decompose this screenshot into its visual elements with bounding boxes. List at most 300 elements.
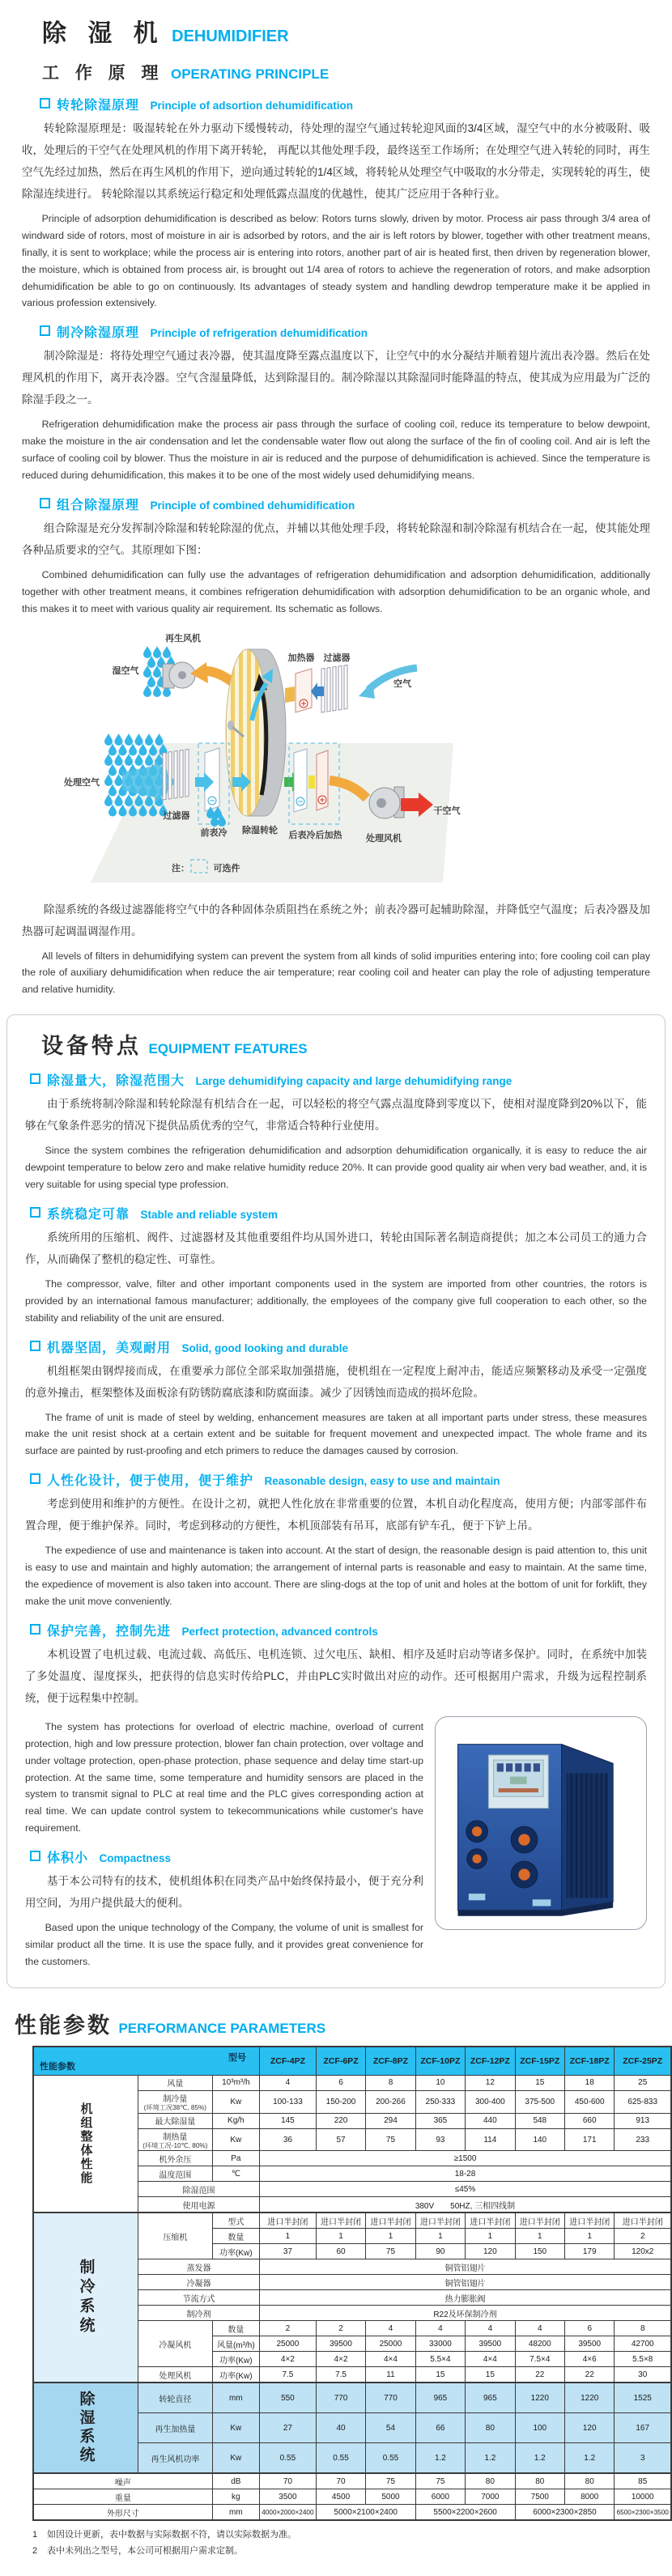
label-regen-fan: 再生风机 <box>165 633 201 644</box>
feature-title-en: Reasonable design, easy to use and maintain <box>264 1475 500 1488</box>
table-cell: 进口半封闭 <box>615 2213 671 2229</box>
table-cell: 3500 <box>260 2489 317 2505</box>
table-cell: 1 <box>565 2229 615 2244</box>
table-cell: 548 <box>515 2113 564 2128</box>
table-cell: 12 <box>466 2075 515 2090</box>
table-cell: 1220 <box>515 2383 564 2413</box>
label-heater: 加热器 <box>287 653 315 663</box>
table-cell: 36 <box>260 2128 317 2151</box>
droplet-icon <box>145 733 153 746</box>
table-cell: 80 <box>466 2473 515 2489</box>
table-cell: 114 <box>466 2128 515 2151</box>
table-cell: 120x2 <box>615 2244 671 2259</box>
table-cell: 75 <box>366 2473 415 2489</box>
table-cell: 进口半封闭 <box>260 2213 317 2229</box>
page-title-en: DEHUMIDIFIER <box>172 28 289 45</box>
table-cell: ZCF-10PZ <box>415 2047 465 2076</box>
table-cell: ≤45% <box>260 2182 671 2197</box>
table-cell: 1 <box>415 2229 465 2244</box>
table-cell: 75 <box>415 2473 465 2489</box>
footnote-number: 1 <box>32 2530 38 2540</box>
table-cell: 2 <box>615 2229 671 2244</box>
table-cell: 型式 <box>212 2213 259 2229</box>
table-cell: kg <box>212 2489 259 2505</box>
section-title-en: Principle of refrigeration dehumidification <box>150 327 368 340</box>
section-title-cn: 转轮除湿原理 <box>57 99 140 113</box>
table-cell: 60 <box>316 2244 365 2259</box>
square-bullet-icon <box>30 1624 40 1634</box>
table-cell: 1 <box>515 2229 564 2244</box>
table-cell: 5500×2200×2600 <box>415 2505 515 2521</box>
label-optional: 可选件 <box>213 863 240 874</box>
table-cell: 150-200 <box>316 2090 365 2113</box>
table-cell: 重量 <box>33 2489 212 2505</box>
table-cell: 节流方式 <box>138 2290 260 2306</box>
dehumidifier-unit-image <box>445 1724 636 1923</box>
features-title-cn: 设备特点 <box>41 1034 142 1059</box>
table-cell: 660 <box>565 2113 615 2128</box>
table-cell: 热力膨胀阀 <box>260 2290 671 2306</box>
feature-solid-title <box>30 1337 647 1356</box>
table-cell: 8 <box>366 2075 415 2090</box>
table-cell: 15 <box>466 2367 515 2383</box>
equipment-features-box <box>6 1014 666 1987</box>
table-cell: 30 <box>615 2367 671 2383</box>
table-cell: 6 <box>565 2321 615 2336</box>
table-cell: 770 <box>316 2383 365 2413</box>
paragraph-en: Refrigeration dehumidification make the process air pass through the surface of cooling coil, reduce its temperature to below dewpoint, make the moisture in the air condensation and let the condensable water flow out along the surface of the fin of cooling coil. And air is left the surface of cooling coil by blower. Thus the moisture in air is reduced and the purpose of dehumidification is achieved. Since the temperature is reduced during dehumidification, this makes it to be one of the most widely used dehumidifying means. <box>22 419 650 482</box>
section-title-cn: 制冷除湿原理 <box>57 326 140 341</box>
table-cell: 1 <box>366 2229 415 2244</box>
droplet-icon <box>115 733 123 746</box>
table-cell: 25 <box>615 2075 671 2090</box>
table-cell: Pa <box>212 2151 259 2166</box>
table-cell: 965 <box>415 2383 465 2413</box>
square-bullet-icon <box>30 1341 40 1351</box>
table-cell: 1.2 <box>415 2443 465 2474</box>
table-cell: 0.55 <box>260 2443 317 2474</box>
table-cell: 0.55 <box>366 2443 415 2474</box>
table-cell: 90 <box>415 2244 465 2259</box>
filter-top-icon <box>321 665 347 712</box>
feature-title-en: Compactness <box>99 1852 171 1865</box>
feature-left-column <box>25 1713 423 1976</box>
table-cell: 铜管铝翅片 <box>260 2275 671 2290</box>
table-cell: 进口半封闭 <box>415 2213 465 2229</box>
table-cell: 6000×2300×2850 <box>515 2505 615 2521</box>
paragraph-en: The frame of unit is made of steel by welding, enhancement measures are taken at all important parts under stress, these measures make the unit resist shock at a certain extent and be suitable for frequent movement and unexpected impact. The whole frame and its surface are painted by rust-proofing and etch primers to reduce the damages caused by corrosion. <box>25 1411 647 1457</box>
droplet-icon <box>143 646 151 658</box>
operating-principle-title-cn: 工 作 原 理 <box>42 64 164 83</box>
table-cell: 200-266 <box>366 2090 415 2113</box>
table-cell: 1220 <box>565 2383 615 2413</box>
table-cell: 冷凝器 <box>138 2275 260 2290</box>
table-cell: 965 <box>466 2383 515 2413</box>
feature-title-cn: 除湿量大，除湿范围大 <box>47 1074 185 1089</box>
table-cell: 功率(Kw) <box>212 2352 259 2367</box>
table-cell: 2 <box>260 2321 317 2336</box>
table-cell: 7000 <box>466 2489 515 2505</box>
square-bullet-icon <box>30 1073 40 1084</box>
table-cell: 机外余压 <box>138 2151 213 2166</box>
machine-control-panel <box>488 1755 548 1809</box>
table-cell: 进口半封闭 <box>515 2213 564 2229</box>
label-rear-cooler: 后表冷 <box>288 830 316 840</box>
machine-label-sticker <box>533 1899 551 1906</box>
table-cell: Kw <box>212 2128 259 2151</box>
table-cell: 179 <box>565 2244 615 2259</box>
table-cell: 外形尺寸 <box>33 2505 212 2521</box>
feature-title-en: Stable and reliable system <box>140 1208 279 1221</box>
table-cell: 制冷量 (环境工况38℃, 85%) <box>138 2090 213 2113</box>
features-title <box>41 1028 647 1060</box>
table-cell: 15 <box>415 2367 465 2383</box>
table-cell: 66 <box>415 2413 465 2443</box>
rear-heater-icon <box>317 750 328 810</box>
feature-protection-title <box>30 1621 647 1639</box>
feature-two-column <box>25 1713 647 1976</box>
table-cell: 550 <box>260 2383 317 2413</box>
table-cell: 770 <box>366 2383 415 2413</box>
feature-title-en: Solid, good looking and durable <box>181 1341 348 1354</box>
paragraph-en: Combined dehumidification can fully use the advantages of refrigeration dehumidification and adsorption dehumidification, additionally together with other treatment means, it combines refrigeration dehumidification with adsorption dehumidification to be an organic whole, and this makes it to meet with various quality air requirement. Its schematic as follows. <box>22 568 650 614</box>
table-cell: 8 <box>615 2321 671 2336</box>
paragraph-cn: 除湿系统的各级过滤器能将空气中的各种固体杂质阻挡在系统之外；前表冷器可起辅助除湿，并降低空气温度；后表冷器及加热器可起调温调湿作用。 <box>22 903 650 937</box>
table-cell: 进口半封闭 <box>466 2213 515 2229</box>
performance-table <box>32 2046 672 2522</box>
table-cell: 再生加热量 <box>138 2413 213 2443</box>
table-cell: 4000×2000×2400 <box>260 2505 317 2521</box>
feature-compactness-title <box>30 1847 423 1866</box>
droplet-icon <box>155 733 164 746</box>
table-cell: 6500×2300×3500 <box>615 2505 671 2521</box>
table-cell: Kw <box>212 2090 259 2113</box>
footnote-text: 如因设计更新，表中数据与实际数据不符，请以实际数据为准。 <box>47 2530 296 2540</box>
table-cell: 4×6 <box>565 2352 615 2367</box>
table-cell: 7.5 <box>260 2367 317 2383</box>
table-cell: 4500 <box>316 2489 365 2505</box>
table-cell: 93 <box>415 2128 465 2151</box>
regeneration-fan-icon <box>163 662 195 688</box>
table-cell: ℃ <box>212 2166 259 2182</box>
footnote-number: 2 <box>32 2546 38 2557</box>
label-note: 注： <box>172 863 189 874</box>
label-process-air: 处理空气 <box>64 777 100 788</box>
heater-icon <box>296 669 312 712</box>
label-front-cooler: 前表冷 <box>200 827 228 838</box>
feature-design-title <box>30 1470 647 1489</box>
table-cell: 4 <box>515 2321 564 2336</box>
table-cell: 4×4 <box>466 2352 515 2367</box>
table-cell: 4 <box>415 2321 465 2336</box>
table-cell: 80 <box>565 2473 615 2489</box>
table-cell: 10³m³/h <box>212 2075 259 2090</box>
table-cell: 48200 <box>515 2336 564 2352</box>
table-cell: 100 <box>515 2413 564 2443</box>
table-cell: 最大除湿量 <box>138 2113 213 2128</box>
table-cell: 制冷系统 <box>33 2213 138 2383</box>
table-cell: 70 <box>316 2473 365 2489</box>
principle-content <box>0 95 672 618</box>
table-cell: 5.5×4 <box>415 2352 465 2367</box>
table-cell: 10 <box>415 2075 465 2090</box>
table-cell: dB <box>212 2473 259 2489</box>
paragraph-cn: 考虑到使用和维护的方便性。在设计之初，就把人性化放在非常重要的位置，本机自动化程度高，使用方便；内部零部件布置合理，便于维护保养。同时，考虑到移动的方便性，本机顶部装有吊耳，底部有铲车孔，便于下铲上吊。 <box>25 1498 647 1532</box>
paragraph-cn: 系统所用的压缩机、阀件、过滤器材及其他重要组件均从国外进口，转轮由国际著名制造商提供；加之本公司员工的通力合作，从而确保了整机的稳定性、可靠性。 <box>25 1231 647 1265</box>
paragraph-cn: 本机设置了电机过载、电流过载、高低压、电机连锁、过欠电压、缺相、相序及延时启动等诸多保护。同时，在系统中加装了多处温度、湿度探头，把获得的信息实时传给PLC，并由PLC实时做出对应的动作。还可根据用户需求，升级为远程控制系统，便于远程集中控制。 <box>25 1647 647 1704</box>
machine-grille <box>567 1773 608 1898</box>
machine-label-sticker <box>469 1894 486 1900</box>
droplet-icon <box>135 733 143 746</box>
table-cell: 3 <box>615 2443 671 2474</box>
square-bullet-icon <box>30 1473 40 1484</box>
table-cell: 机组整体性能 <box>33 2075 138 2213</box>
table-cell: 39500 <box>466 2336 515 2352</box>
table-cell: 54 <box>366 2413 415 2443</box>
table-cell: 5000×2100×2400 <box>316 2505 415 2521</box>
table-cell: 39500 <box>565 2336 615 2352</box>
table-cell: 4×2 <box>316 2352 365 2367</box>
schematic-diagram <box>45 623 672 895</box>
table-cell: 440 <box>466 2113 515 2128</box>
label-dry-air: 干空气 <box>433 806 461 816</box>
table-cell: 80 <box>466 2413 515 2443</box>
footnote <box>32 2527 672 2544</box>
table-cell: 风量(m³/h) <box>212 2336 259 2352</box>
table-cell: 294 <box>366 2113 415 2128</box>
product-photo-frame <box>435 1716 647 1930</box>
table-cell: 除湿系统 <box>33 2383 138 2473</box>
label-rear-heater: 后加热 <box>315 830 342 840</box>
label-filter-bottom: 过滤器 <box>163 810 190 821</box>
performance-section <box>0 2008 672 2560</box>
table-cell: 处理风机 <box>138 2367 213 2383</box>
table-cell: 数量 <box>212 2229 259 2244</box>
table-cell: 1.2 <box>466 2443 515 2474</box>
operating-principle-title <box>42 60 672 84</box>
section-refrigeration-title <box>40 322 650 341</box>
table-cell: 39500 <box>316 2336 365 2352</box>
paragraph-cn: 制冷除湿是：将待处理空气通过表冷器，使其温度降至露点温度以下，让空气中的水分凝结并顺着翅片流出表冷器。然后在处理风机的作用下，离开表冷器。空气含湿量降低，达到除湿目的。制冷除湿以其除湿同时能降温的特点，使其成为应用最为广泛的除湿手段之一。 <box>22 350 650 406</box>
table-cell: 5000 <box>366 2489 415 2505</box>
table-cell: 70 <box>260 2473 317 2489</box>
table-cell: 140 <box>515 2128 564 2151</box>
table-cell: 145 <box>260 2113 317 2128</box>
table-cell: Kw <box>212 2413 259 2443</box>
table-cell: 2 <box>316 2321 365 2336</box>
table-cell: ZCF-8PZ <box>366 2047 415 2076</box>
table-cell: 数量 <box>212 2321 259 2336</box>
table-cell: 进口半封闭 <box>316 2213 365 2229</box>
feature-title-en: Large dehumidifying capacity and large dehumidifying range <box>195 1075 513 1088</box>
rotor-wheel-icon <box>226 649 286 816</box>
droplet-icon <box>125 733 133 746</box>
table-cell: 25000 <box>366 2336 415 2352</box>
table-cell: 1 <box>466 2229 515 2244</box>
table-cell: ZCF-12PZ <box>466 2047 515 2076</box>
table-cell: 375-500 <box>515 2090 564 2113</box>
table-cell: mm <box>212 2383 259 2413</box>
table-cell: 85 <box>615 2473 671 2489</box>
feature-capacity-title <box>30 1070 647 1089</box>
table-cell: 7.5×4 <box>515 2352 564 2367</box>
table-cell: 18-28 <box>260 2166 671 2182</box>
table-cell: 233 <box>615 2128 671 2151</box>
table-cell: ZCF-6PZ <box>316 2047 365 2076</box>
paragraph-cn: 转轮除湿原理是：吸湿转轮在外力驱动下缓慢转动，待处理的湿空气通过转轮迎风面的3/4区域，湿空气中的水分被吸附、吸收，处理后的干空气在处理风机的作用下离开转轮， 再配以其他处理手段，最终送至工作场所；在处理空气进入转轮的同时，再生空气先经过加热，然后在再生风机的作用下，逆向通过转轮的1/4区域，将转轮从处理空气中吸取的水分带走，实现转轮的再生，使除湿连续进行。 转轮除湿以其系统运行稳定和处理低露点温度的优越性，使其广泛应用于各种行业。 <box>22 122 650 200</box>
square-bullet-icon <box>40 498 50 508</box>
paragraph-en: The system has protections for overload of electric machine, overload of current protection, high and low pressure protection, blower fan chain protection, over voltage and under voltage protection, open-phase protection, phase sequence and delay time start-up protection. At the same time, some temperature and humidity sensors are placed in the system to transmit signal to PLC at real time and the PLC gives corresponding action at real time. We can update control system to tekecommunications while customer's have requirement. <box>25 1720 423 1834</box>
table-cell: 冷凝风机 <box>138 2321 213 2367</box>
table-cell: 33000 <box>415 2336 465 2352</box>
paragraph-cn: 由于系统将制冷除湿和转轮除湿有机结合在一起，可以轻松的将空气露点温度降到零度以下，使相对湿度降到20%以下，能够在气象条件恶劣的情况下提供品质优秀的空气，非常适合特种行业使用。 <box>25 1098 647 1133</box>
table-cell: 使用电源 <box>138 2197 260 2213</box>
table-cell: 功率(Kw) <box>212 2367 259 2383</box>
table-cell: 450-600 <box>565 2090 615 2113</box>
table-cell: 6000 <box>415 2489 465 2505</box>
table-cell: 120 <box>565 2413 615 2443</box>
table-cell: Kg/h <box>212 2113 259 2128</box>
table-cell: 进口半封闭 <box>366 2213 415 2229</box>
feature-title-cn: 系统稳定可靠 <box>47 1207 130 1222</box>
table-cell: 1.2 <box>565 2443 615 2474</box>
paragraph-cn: 组合除湿是充分发挥制冷除湿和转轮除湿的优点，并辅以其他处理手段，将转轮除湿和制冷除湿有机结合在一起，使其能处理各种品质要求的空气。其原理如下图： <box>22 521 650 556</box>
table-cell: 7.5 <box>316 2367 365 2383</box>
dehumidification-schematic <box>45 623 627 891</box>
table-cell: 再生风机功率 <box>138 2443 213 2474</box>
table-cell: 1 <box>316 2229 365 2244</box>
feature-title-cn: 机器坚固，美观耐用 <box>47 1341 172 1355</box>
table-cell: 22 <box>515 2367 564 2383</box>
table-cell: 80 <box>515 2473 564 2489</box>
table-cell: 913 <box>615 2113 671 2128</box>
table-cell: 压缩机 <box>138 2213 213 2259</box>
droplet-icon <box>153 646 161 658</box>
table-cell: 蒸发器 <box>138 2259 260 2275</box>
table-cell: 22 <box>565 2367 615 2383</box>
performance-title-cn: 性能参数 <box>15 2013 112 2038</box>
table-cell: 300-400 <box>466 2090 515 2113</box>
square-bullet-icon <box>40 325 50 336</box>
square-bullet-icon <box>40 98 50 108</box>
square-bullet-icon <box>30 1207 40 1218</box>
table-cell: R22及环保制冷剂 <box>260 2306 671 2321</box>
performance-title <box>15 2008 672 2039</box>
paragraph-en: Since the system combines the refrigeration dehumidification and adsorption dehumidification organically, it is easy to reduce the air dewpoint temperature to below zero and make relative humidity reduce 20%. It can provide good quality air when very bad weather, and, it is very suitable for using special type profession. <box>25 1145 647 1191</box>
table-cell: 铜管铝翅片 <box>260 2259 671 2275</box>
droplet-icon <box>104 733 113 746</box>
paragraph-cn: 基于本公司特有的技术，使机组体积在同类产品中始终保持最小，便于充分利用空间，为用户提供最大的便利。 <box>25 1875 423 1910</box>
table-cell: 温度范围 <box>138 2166 213 2182</box>
page-title-cn: 除 湿 机 <box>42 20 165 47</box>
table-cell: 制热量 (环境工况-10℃, 80%) <box>138 2128 213 2151</box>
table-cell: 167 <box>615 2413 671 2443</box>
section-combined-title <box>40 495 650 513</box>
operating-principle-title-en: OPERATING PRINCIPLE <box>170 66 330 82</box>
footnote <box>32 2544 672 2560</box>
table-cell: 27 <box>260 2413 317 2443</box>
features-title-en: EQUIPMENT FEATURES <box>148 1041 308 1057</box>
flow-band-yellow <box>308 776 315 789</box>
feature-stable-title <box>30 1204 647 1222</box>
table-cell: mm <box>212 2505 259 2521</box>
table-cell: 625-833 <box>615 2090 671 2113</box>
droplet-icon <box>163 646 171 658</box>
table-cell: 进口半封闭 <box>565 2213 615 2229</box>
square-bullet-icon <box>30 1851 40 1861</box>
table-cell: 风量 <box>138 2075 213 2090</box>
air-intake-arrowhead <box>359 682 375 699</box>
label-rotor: 除湿转轮 <box>242 825 278 835</box>
table-cell: 除湿范围 <box>138 2182 260 2197</box>
table-cell: 15 <box>515 2075 564 2090</box>
table-cell: 7500 <box>515 2489 564 2505</box>
table-cell: 25000 <box>260 2336 317 2352</box>
feature-title-cn: 人性化设计，便于使用，便于维护 <box>47 1474 254 1489</box>
paragraph-cn: 机组框架由钢焊接而成，在重要承力部位全部采取加强措施，使机组在一定程度上耐冲击，能适应频繁移动及承受一定强度的意外撞击，框架整体及面板涂有防锈防腐底漆和防腐面漆。减少了因锈蚀而造成的损坏危险。 <box>25 1364 647 1399</box>
table-cell: 380V 50HZ, 三相四线制 <box>260 2197 671 2213</box>
paragraph-en: All levels of filters in dehumidifying system can prevent the system from all kinds of solid impurities entering into; fore cooling coil can play the role of auxiliary dehumidification when reduce the air temperature; rear cooling coil and heater can play the role of adjusting temperature and relative humidity. <box>22 950 650 996</box>
paragraph-en: The compressor, valve, filter and other important components used in the system are imported from other countries, the rotors is provided by an international famous manufacturer; additionally, the employees of the company give full cooperation to each other, so the stability and reliability of the unit are ensured. <box>25 1277 647 1324</box>
table-cell: 1 <box>260 2229 317 2244</box>
paragraph-en: Based upon the unique technology of the Company, the volume of unit is smallest for similar product all the time. It is use the space fully, and it provides great convenience for the customers. <box>25 1922 423 1967</box>
table-cell: 11 <box>366 2367 415 2383</box>
footnote-text: 表中未列出之型号，本公司可根据用户需求定制。 <box>47 2546 243 2557</box>
label-process-fan: 处理风机 <box>366 833 402 844</box>
rear-cooler-icon <box>294 749 307 812</box>
table-cell: 0.55 <box>316 2443 365 2474</box>
heated-air-band <box>285 687 295 703</box>
section-title-en: Principle of adsortion dehumidification <box>150 100 353 112</box>
table-cell: 4×4 <box>366 2352 415 2367</box>
table-cell: 40 <box>316 2413 365 2443</box>
table-cell: ZCF-25PZ <box>615 2047 671 2076</box>
process-fan-icon <box>369 787 404 818</box>
table-cell: 6 <box>316 2075 365 2090</box>
table-cell: 8000 <box>565 2489 615 2505</box>
table-cell: 4×2 <box>260 2352 317 2367</box>
label-filter-top: 过滤器 <box>323 653 351 663</box>
table-cell: 75 <box>366 2128 415 2151</box>
table-cell: 171 <box>565 2128 615 2151</box>
table-cell: 4 <box>260 2075 317 2090</box>
section-adsorption-title <box>40 95 650 113</box>
table-cell: 220 <box>316 2113 365 2128</box>
table-footnotes <box>32 2527 672 2560</box>
table-cell: 转轮直径 <box>138 2383 213 2413</box>
table-cell: ZCF-4PZ <box>260 2047 317 2076</box>
table-corner-cell: 性能参数 型号 <box>33 2047 260 2076</box>
table-cell: 噪声 <box>33 2473 212 2489</box>
table-cell: 4 <box>366 2321 415 2336</box>
table-cell: 功率(Kw) <box>212 2244 259 2259</box>
performance-title-en: PERFORMANCE PARAMETERS <box>118 2020 326 2036</box>
table-cell: 37 <box>260 2244 317 2259</box>
section-title-en: Principle of combined dehumidification <box>150 499 355 512</box>
label-air: 空气 <box>393 678 411 689</box>
table-cell: 120 <box>466 2244 515 2259</box>
table-cell: 10000 <box>615 2489 671 2505</box>
feature-title-en: Perfect protection, advanced controls <box>181 1625 378 1638</box>
post-diagram-content <box>0 899 672 999</box>
paragraph-en: Principle of adsorption dehumidification is described as below: Rotors turns slowly, driven by motor. Process air pass through 3/4 area of windward side of rotors, most of moisture in air is adsorbed by rotors, and the air is left rotors by blower, together with other treatment means, finally, it is sent to workplace; while the process air is entering into rotors, another part of air is heated first, then driven by regeneration blower, the moisture, which is obtained from process air, is brought out 1/4 area of rotors to achieve the regeneration of rotors, and make adsorption dehumidification be able to go on continuously. Its advantages of steady system and handling dewdrop temperature make it be applied in various profession extensively. <box>22 213 650 309</box>
label-wet-air: 湿空气 <box>112 665 139 676</box>
table-cell: 1525 <box>615 2383 671 2413</box>
table-cell: Kw <box>212 2443 259 2474</box>
feature-title-cn: 保护完善，控制先进 <box>47 1624 172 1639</box>
table-cell: 4 <box>466 2321 515 2336</box>
table-cell: 57 <box>316 2128 365 2151</box>
